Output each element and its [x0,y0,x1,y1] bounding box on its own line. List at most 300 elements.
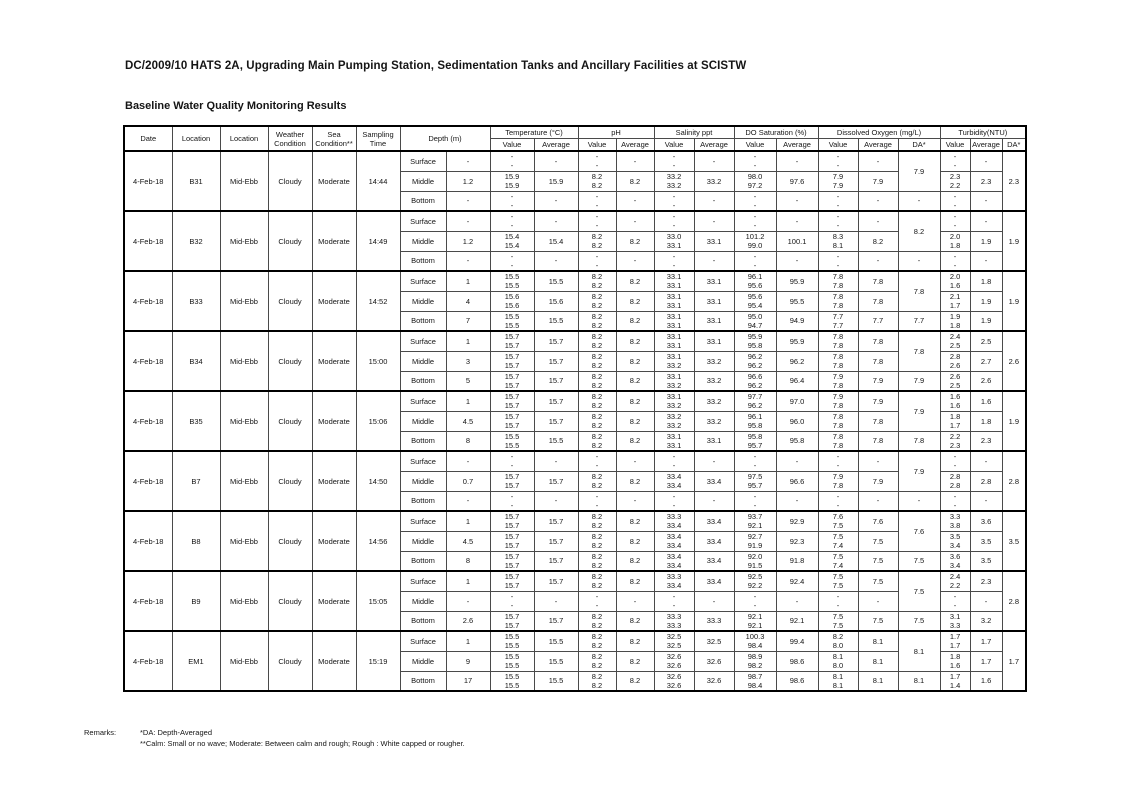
ph-values-cell-line: - [595,601,599,610]
turbidity-average-cell: 3.2 [970,611,1002,631]
ph-values-cell [578,451,616,471]
depth-value-cell: - [446,451,490,471]
turbidity-values-cell [940,391,970,411]
dissolved-oxygen-values-cell-line: 7.4 [832,560,844,570]
turbidity-average-cell: 2.5 [970,331,1002,351]
ph-average-cell: 8.2 [616,431,654,451]
turbidity-values-cell [940,351,970,371]
depth-value-cell: 1 [446,391,490,411]
dissolved-oxygen-values-cell [818,271,858,291]
salinity-values-cell-line: 32.5 [666,632,682,642]
dissolved-oxygen-values-cell [818,451,858,471]
dissolved-oxygen-values-cell-line: 7.8 [832,352,844,361]
dissolved-oxygen-da-bottom-cell: - [898,191,940,211]
temperature-average-cell: 15.5 [534,311,578,331]
turbidity-values-cell-line: 2.3 [949,172,961,181]
temperature-average-cell: 15.7 [534,411,578,431]
salinity-values-cell-line: 33.1 [666,341,682,351]
salinity-values-cell-line: 33.1 [666,440,682,450]
do-saturation-values-cell [734,331,776,351]
salinity-values-cell-line: 32.6 [666,652,682,661]
do-saturation-average-cell: - [776,191,818,211]
do-saturation-values-cell [734,651,776,671]
turbidity-values-cell-line: - [953,461,957,471]
ph-values-cell-line: 8.2 [591,481,603,490]
sampling-time-cell: 15:06 [356,391,400,451]
ph-average-cell: 8.2 [616,551,654,571]
header-dissolved-oxygen-average: Average [858,139,898,152]
salinity-values-cell-line: 33.1 [666,241,682,250]
turbidity-da-cell: 1.9 [1002,391,1026,451]
depth-level-cell: Bottom [400,251,446,271]
ph-values-cell [578,211,616,231]
do-saturation-values-cell [734,351,776,371]
temperature-values-cell-line: 15.7 [504,521,520,531]
salinity-average-cell: 33.4 [694,471,734,491]
dissolved-oxygen-average-cell: 7.9 [858,471,898,491]
dissolved-oxygen-values-cell [818,431,858,451]
header-temperature-average: Average [534,139,578,152]
ph-values-cell-line: 8.2 [591,311,603,321]
temperature-values-cell [490,231,534,251]
do-saturation-average-cell: - [776,491,818,511]
date-cell: 4-Feb-18 [124,391,172,451]
turbidity-values-cell [940,171,970,191]
ph-average-cell: 8.2 [616,391,654,411]
ph-values-cell [578,331,616,351]
ph-values-cell-line: 8.2 [591,421,603,430]
salinity-average-cell: - [694,451,734,471]
temperature-values-cell [490,351,534,371]
do-saturation-values-cell [734,471,776,491]
temperature-values-cell [490,591,534,611]
turbidity-values-cell-line: 1.6 [949,661,961,670]
depth-level-cell: Surface [400,271,446,291]
do-saturation-values-cell [734,511,776,531]
turbidity-values-cell-line: 2.6 [949,361,961,370]
temperature-values-cell-line: - [510,221,514,231]
temperature-values-cell-line: 15.7 [504,341,520,351]
do-saturation-values-cell-line: 96.1 [747,412,763,421]
dissolved-oxygen-da-cell: 7.9 [898,151,940,191]
do-saturation-values-cell [734,491,776,511]
turbidity-values-cell-line: 2.5 [949,341,961,351]
temperature-values-cell [490,151,534,171]
dissolved-oxygen-values-cell-line: - [836,221,840,231]
temperature-average-cell: 15.9 [534,171,578,191]
dissolved-oxygen-values-cell [818,511,858,531]
tide-cell: Mid-Ebb [220,211,268,271]
do-saturation-values-cell-line: 93.7 [747,512,763,522]
ph-values-cell-line: 8.2 [591,431,603,441]
ph-values-cell-line: 8.2 [591,380,603,390]
ph-values-cell [578,351,616,371]
dissolved-oxygen-values-cell [818,151,858,171]
turbidity-da-cell: 2.8 [1002,571,1026,631]
temperature-values-cell [490,471,534,491]
ph-values-cell [578,671,616,691]
do-saturation-values-cell-line: - [753,152,757,162]
turbidity-values-cell-line: 3.8 [949,521,961,531]
salinity-values-cell-line: - [672,191,676,201]
do-saturation-values-cell [734,411,776,431]
depth-level-cell: Middle [400,231,446,251]
ph-values-cell-line: 8.2 [591,632,603,642]
ph-values-cell-line: - [595,260,599,270]
salinity-values-cell-line: 32.6 [666,671,682,681]
tide-cell: Mid-Ebb [220,451,268,511]
ph-values-cell-line: 8.2 [591,392,603,402]
ph-average-cell: 8.2 [616,331,654,351]
weather-cell: Cloudy [268,631,312,691]
temperature-values-cell [490,551,534,571]
salinity-values-cell-line: 32.6 [666,680,682,690]
turbidity-values-cell-line: 2.8 [949,352,961,361]
salinity-values-cell [654,171,694,191]
ph-values-cell-line: 8.2 [591,320,603,330]
date-cell: 4-Feb-18 [124,271,172,331]
dissolved-oxygen-values-cell [818,531,858,551]
turbidity-da-cell: 1.9 [1002,271,1026,331]
salinity-values-cell-line: - [672,491,676,501]
temperature-average-cell: - [534,191,578,211]
turbidity-da-cell: 2.6 [1002,331,1026,391]
ph-average-cell: 8.2 [616,611,654,631]
weather-cell: Cloudy [268,451,312,511]
depth-value-cell: - [446,591,490,611]
salinity-values-cell-line: 33.3 [666,512,682,522]
temperature-values-cell [490,451,534,471]
turbidity-values-cell [940,551,970,571]
temperature-values-cell-line: 15.7 [504,371,520,381]
salinity-values-cell-line: 33.2 [666,380,682,390]
temperature-values-cell-line: - [510,592,514,601]
ph-values-cell [578,551,616,571]
do-saturation-values-cell-line: - [753,491,757,501]
do-saturation-values-cell-line: 91.5 [747,560,763,570]
salinity-average-cell: 33.4 [694,551,734,571]
do-saturation-values-cell-line: 96.6 [747,371,763,381]
turbidity-average-cell: 1.7 [970,651,1002,671]
ph-values-cell-line: 8.2 [591,620,603,630]
turbidity-average-cell: 2.3 [970,171,1002,191]
turbidity-values-cell [940,491,970,511]
salinity-values-cell-line: 33.0 [666,232,682,241]
temperature-values-cell-line: 15.7 [504,572,520,582]
turbidity-values-cell-line: 2.8 [949,472,961,481]
turbidity-da-cell: 2.3 [1002,151,1026,211]
do-saturation-values-cell-line: 99.0 [747,241,763,250]
dissolved-oxygen-da-cell: 7.8 [898,331,940,371]
dissolved-oxygen-values-cell-line: 7.8 [832,440,844,450]
temperature-values-cell-line: 15.5 [504,311,520,321]
turbidity-values-cell-line: 1.8 [949,320,961,330]
salinity-values-cell-line: 33.2 [666,401,682,411]
depth-level-cell: Middle [400,591,446,611]
weather-cell: Cloudy [268,211,312,271]
turbidity-values-cell-line: 2.4 [949,572,961,582]
salinity-values-cell [654,531,694,551]
salinity-average-cell: 33.4 [694,531,734,551]
ph-values-cell-line: 8.2 [591,512,603,522]
station-cell: B34 [172,331,220,391]
salinity-values-cell-line: 33.1 [666,311,682,321]
temperature-values-cell-line: 15.7 [504,332,520,342]
dissolved-oxygen-average-cell: - [858,491,898,511]
sea-condition-cell: Moderate [312,571,356,631]
header-dissolved-oxygen-value: Value [818,139,858,152]
salinity-values-cell [654,551,694,571]
ph-values-cell-line: 8.2 [591,472,603,481]
turbidity-values-cell-line: - [953,592,957,601]
temperature-values-cell-line: 15.9 [504,172,520,181]
do-saturation-values-cell [734,311,776,331]
ph-values-cell [578,371,616,391]
depth-row-b35-surface [124,391,1026,411]
ph-average-cell: 8.2 [616,651,654,671]
turbidity-values-cell-line: 1.7 [949,421,961,430]
do-saturation-values-cell-line: 96.2 [747,361,763,370]
weather-cell: Cloudy [268,331,312,391]
salinity-average-cell: 32.5 [694,631,734,651]
dissolved-oxygen-values-cell-line: - [836,191,840,201]
ph-values-cell [578,251,616,271]
depth-value-cell: - [446,211,490,231]
temperature-values-cell-line: - [510,491,514,501]
turbidity-values-cell [940,231,970,251]
do-saturation-values-cell-line: 94.7 [747,320,763,330]
date-cell: 4-Feb-18 [124,511,172,571]
depth-row-b33-surface [124,271,1026,291]
turbidity-values-cell-line: - [953,221,957,231]
turbidity-values-cell [940,591,970,611]
temperature-values-cell-line: 15.7 [504,581,520,591]
header-salinity-value: Value [654,139,694,152]
do-saturation-average-cell: 94.9 [776,311,818,331]
dissolved-oxygen-values-cell-line: - [836,452,840,462]
do-saturation-values-cell-line: - [753,500,757,510]
salinity-average-cell: 33.1 [694,431,734,451]
depth-level-cell: Middle [400,351,446,371]
turbidity-values-cell-line: 1.7 [949,632,961,642]
ph-values-cell-line: - [595,212,599,222]
salinity-average-cell: - [694,491,734,511]
depth-level-cell: Surface [400,391,446,411]
turbidity-values-cell-line: 1.8 [949,652,961,661]
salinity-values-cell-line: - [672,251,676,261]
dissolved-oxygen-da-bottom-cell: 7.7 [898,311,940,331]
ph-values-cell [578,231,616,251]
do-saturation-values-cell-line: 97.2 [747,181,763,190]
temperature-values-cell-line: 15.7 [504,551,520,561]
turbidity-average-cell: 3.6 [970,511,1002,531]
ph-values-cell-line: 8.2 [591,281,603,291]
turbidity-average-cell: 3.5 [970,551,1002,571]
depth-level-cell: Surface [400,571,446,591]
temperature-average-cell: 15.7 [534,571,578,591]
salinity-average-cell: 32.6 [694,651,734,671]
do-saturation-values-cell [734,531,776,551]
salinity-values-cell-line: 33.4 [666,560,682,570]
dissolved-oxygen-values-cell [818,651,858,671]
temperature-values-cell [490,211,534,231]
ph-values-cell [578,511,616,531]
ph-values-cell-line: 8.2 [591,581,603,591]
ph-average-cell: 8.2 [616,571,654,591]
depth-value-cell: 4.5 [446,531,490,551]
sampling-time-cell: 15:05 [356,571,400,631]
sampling-time-cell: 14:56 [356,511,400,571]
temperature-values-cell-line: - [510,461,514,471]
ph-values-cell-line: 8.2 [591,241,603,250]
ph-values-cell-line: 8.2 [591,361,603,370]
temperature-values-cell [490,671,534,691]
ph-average-cell: - [616,591,654,611]
do-saturation-values-cell-line: 98.4 [747,680,763,690]
turbidity-values-cell-line: 2.6 [949,371,961,381]
dissolved-oxygen-da-bottom-cell: 7.8 [898,431,940,451]
weather-cell: Cloudy [268,511,312,571]
temperature-values-cell-line: 15.7 [504,361,520,370]
ph-values-cell-line: 8.2 [591,172,603,181]
do-saturation-values-cell-line: 96.2 [747,380,763,390]
turbidity-values-cell [940,311,970,331]
header-ph-group: pH [578,126,654,139]
station-cell: EM1 [172,631,220,691]
ph-average-cell: 8.2 [616,371,654,391]
turbidity-average-cell: 1.9 [970,311,1002,331]
dissolved-oxygen-values-cell-line: 7.8 [832,272,844,282]
turbidity-values-cell-line: 3.5 [949,532,961,541]
do-saturation-average-cell: 98.6 [776,671,818,691]
dissolved-oxygen-values-cell [818,351,858,371]
salinity-values-cell-line: - [672,452,676,462]
salinity-values-cell-line: 33.2 [666,421,682,430]
ph-values-cell-line: 8.2 [591,541,603,550]
turbidity-values-cell [940,631,970,651]
temperature-values-cell [490,371,534,391]
dissolved-oxygen-values-cell-line: 7.7 [832,320,844,330]
dissolved-oxygen-values-cell [818,611,858,631]
dissolved-oxygen-values-cell-line: 8.1 [832,680,844,690]
dissolved-oxygen-values-cell-line: 7.5 [832,532,844,541]
salinity-values-cell-line: 33.2 [666,361,682,370]
temperature-values-cell-line: - [510,152,514,162]
temperature-values-cell-line: 15.5 [504,671,520,681]
do-saturation-values-cell-line: - [753,592,757,601]
turbidity-values-cell-line: 1.9 [949,311,961,321]
do-saturation-values-cell-line: 92.1 [747,620,763,630]
ph-values-cell-line: - [595,452,599,462]
dissolved-oxygen-values-cell-line: - [836,500,840,510]
dissolved-oxygen-average-cell: - [858,451,898,471]
do-saturation-average-cell: 96.0 [776,411,818,431]
dissolved-oxygen-values-cell [818,251,858,271]
dissolved-oxygen-values-cell-line: 7.9 [832,392,844,402]
salinity-values-cell [654,251,694,271]
dissolved-oxygen-values-cell [818,171,858,191]
temperature-values-cell-line: 15.7 [504,401,520,411]
ph-average-cell: 8.2 [616,291,654,311]
dissolved-oxygen-average-cell: 8.1 [858,671,898,691]
temperature-values-cell-line: - [510,191,514,201]
dissolved-oxygen-values-cell-line: 8.1 [832,241,844,250]
station-cell: B35 [172,391,220,451]
dissolved-oxygen-values-cell-line: - [836,152,840,162]
date-cell: 4-Feb-18 [124,331,172,391]
temperature-values-cell-line: 15.5 [504,272,520,282]
ph-values-cell-line: 8.2 [591,232,603,241]
do-saturation-average-cell: - [776,251,818,271]
salinity-values-cell-line: - [672,221,676,231]
turbidity-values-cell [940,471,970,491]
dissolved-oxygen-da-cell: 7.9 [898,391,940,431]
turbidity-average-cell: 1.9 [970,231,1002,251]
salinity-values-cell-line: 33.2 [666,181,682,190]
depth-value-cell: - [446,151,490,171]
ph-values-cell-line: - [595,221,599,231]
turbidity-average-cell: 3.5 [970,531,1002,551]
temperature-values-cell-line: 15.7 [504,481,520,490]
turbidity-values-cell-line: 2.5 [949,380,961,390]
dissolved-oxygen-da-cell: 8.2 [898,211,940,251]
do-saturation-values-cell-line: - [753,200,757,210]
do-saturation-average-cell: 95.9 [776,271,818,291]
station-cell: B33 [172,271,220,331]
tide-cell: Mid-Ebb [220,631,268,691]
dissolved-oxygen-da-bottom-cell: - [898,491,940,511]
dissolved-oxygen-da-bottom-cell: - [898,251,940,271]
ph-values-cell-line: 8.2 [591,652,603,661]
depth-value-cell: 17 [446,671,490,691]
dissolved-oxygen-average-cell: 7.9 [858,371,898,391]
temperature-average-cell: 15.7 [534,331,578,351]
turbidity-values-cell [940,151,970,171]
weather-cell: Cloudy [268,151,312,211]
do-saturation-average-cell: 95.8 [776,431,818,451]
turbidity-values-cell [940,571,970,591]
do-saturation-values-cell [734,291,776,311]
ph-values-cell [578,431,616,451]
depth-level-cell: Middle [400,411,446,431]
header-dissolved-oxygen-da: DA* [898,139,940,152]
ph-values-cell [578,151,616,171]
dissolved-oxygen-values-cell [818,671,858,691]
dissolved-oxygen-average-cell: 8.2 [858,231,898,251]
date-cell: 4-Feb-18 [124,451,172,511]
salinity-values-cell [654,631,694,651]
temperature-average-cell: 15.4 [534,231,578,251]
sea-condition-cell: Moderate [312,271,356,331]
salinity-values-cell-line: 33.4 [666,472,682,481]
remarks-da-note: *DA: Depth-Averaged [140,728,212,737]
dissolved-oxygen-values-cell-line: 8.1 [832,652,844,661]
depth-value-cell: 2.6 [446,611,490,631]
salinity-values-cell-line: - [672,260,676,270]
dissolved-oxygen-average-cell: 7.8 [858,431,898,451]
do-saturation-average-cell: 96.4 [776,371,818,391]
do-saturation-values-cell-line: 95.4 [747,301,763,310]
ph-values-cell-line: 8.2 [591,551,603,561]
sampling-time-cell: 14:44 [356,151,400,211]
station-cell: B32 [172,211,220,271]
depth-value-cell: 0.7 [446,471,490,491]
turbidity-values-cell-line: 2.1 [949,292,961,301]
temperature-values-cell-line: 15.6 [504,301,520,310]
depth-level-cell: Bottom [400,491,446,511]
do-saturation-values-cell [734,451,776,471]
ph-average-cell: 8.2 [616,511,654,531]
